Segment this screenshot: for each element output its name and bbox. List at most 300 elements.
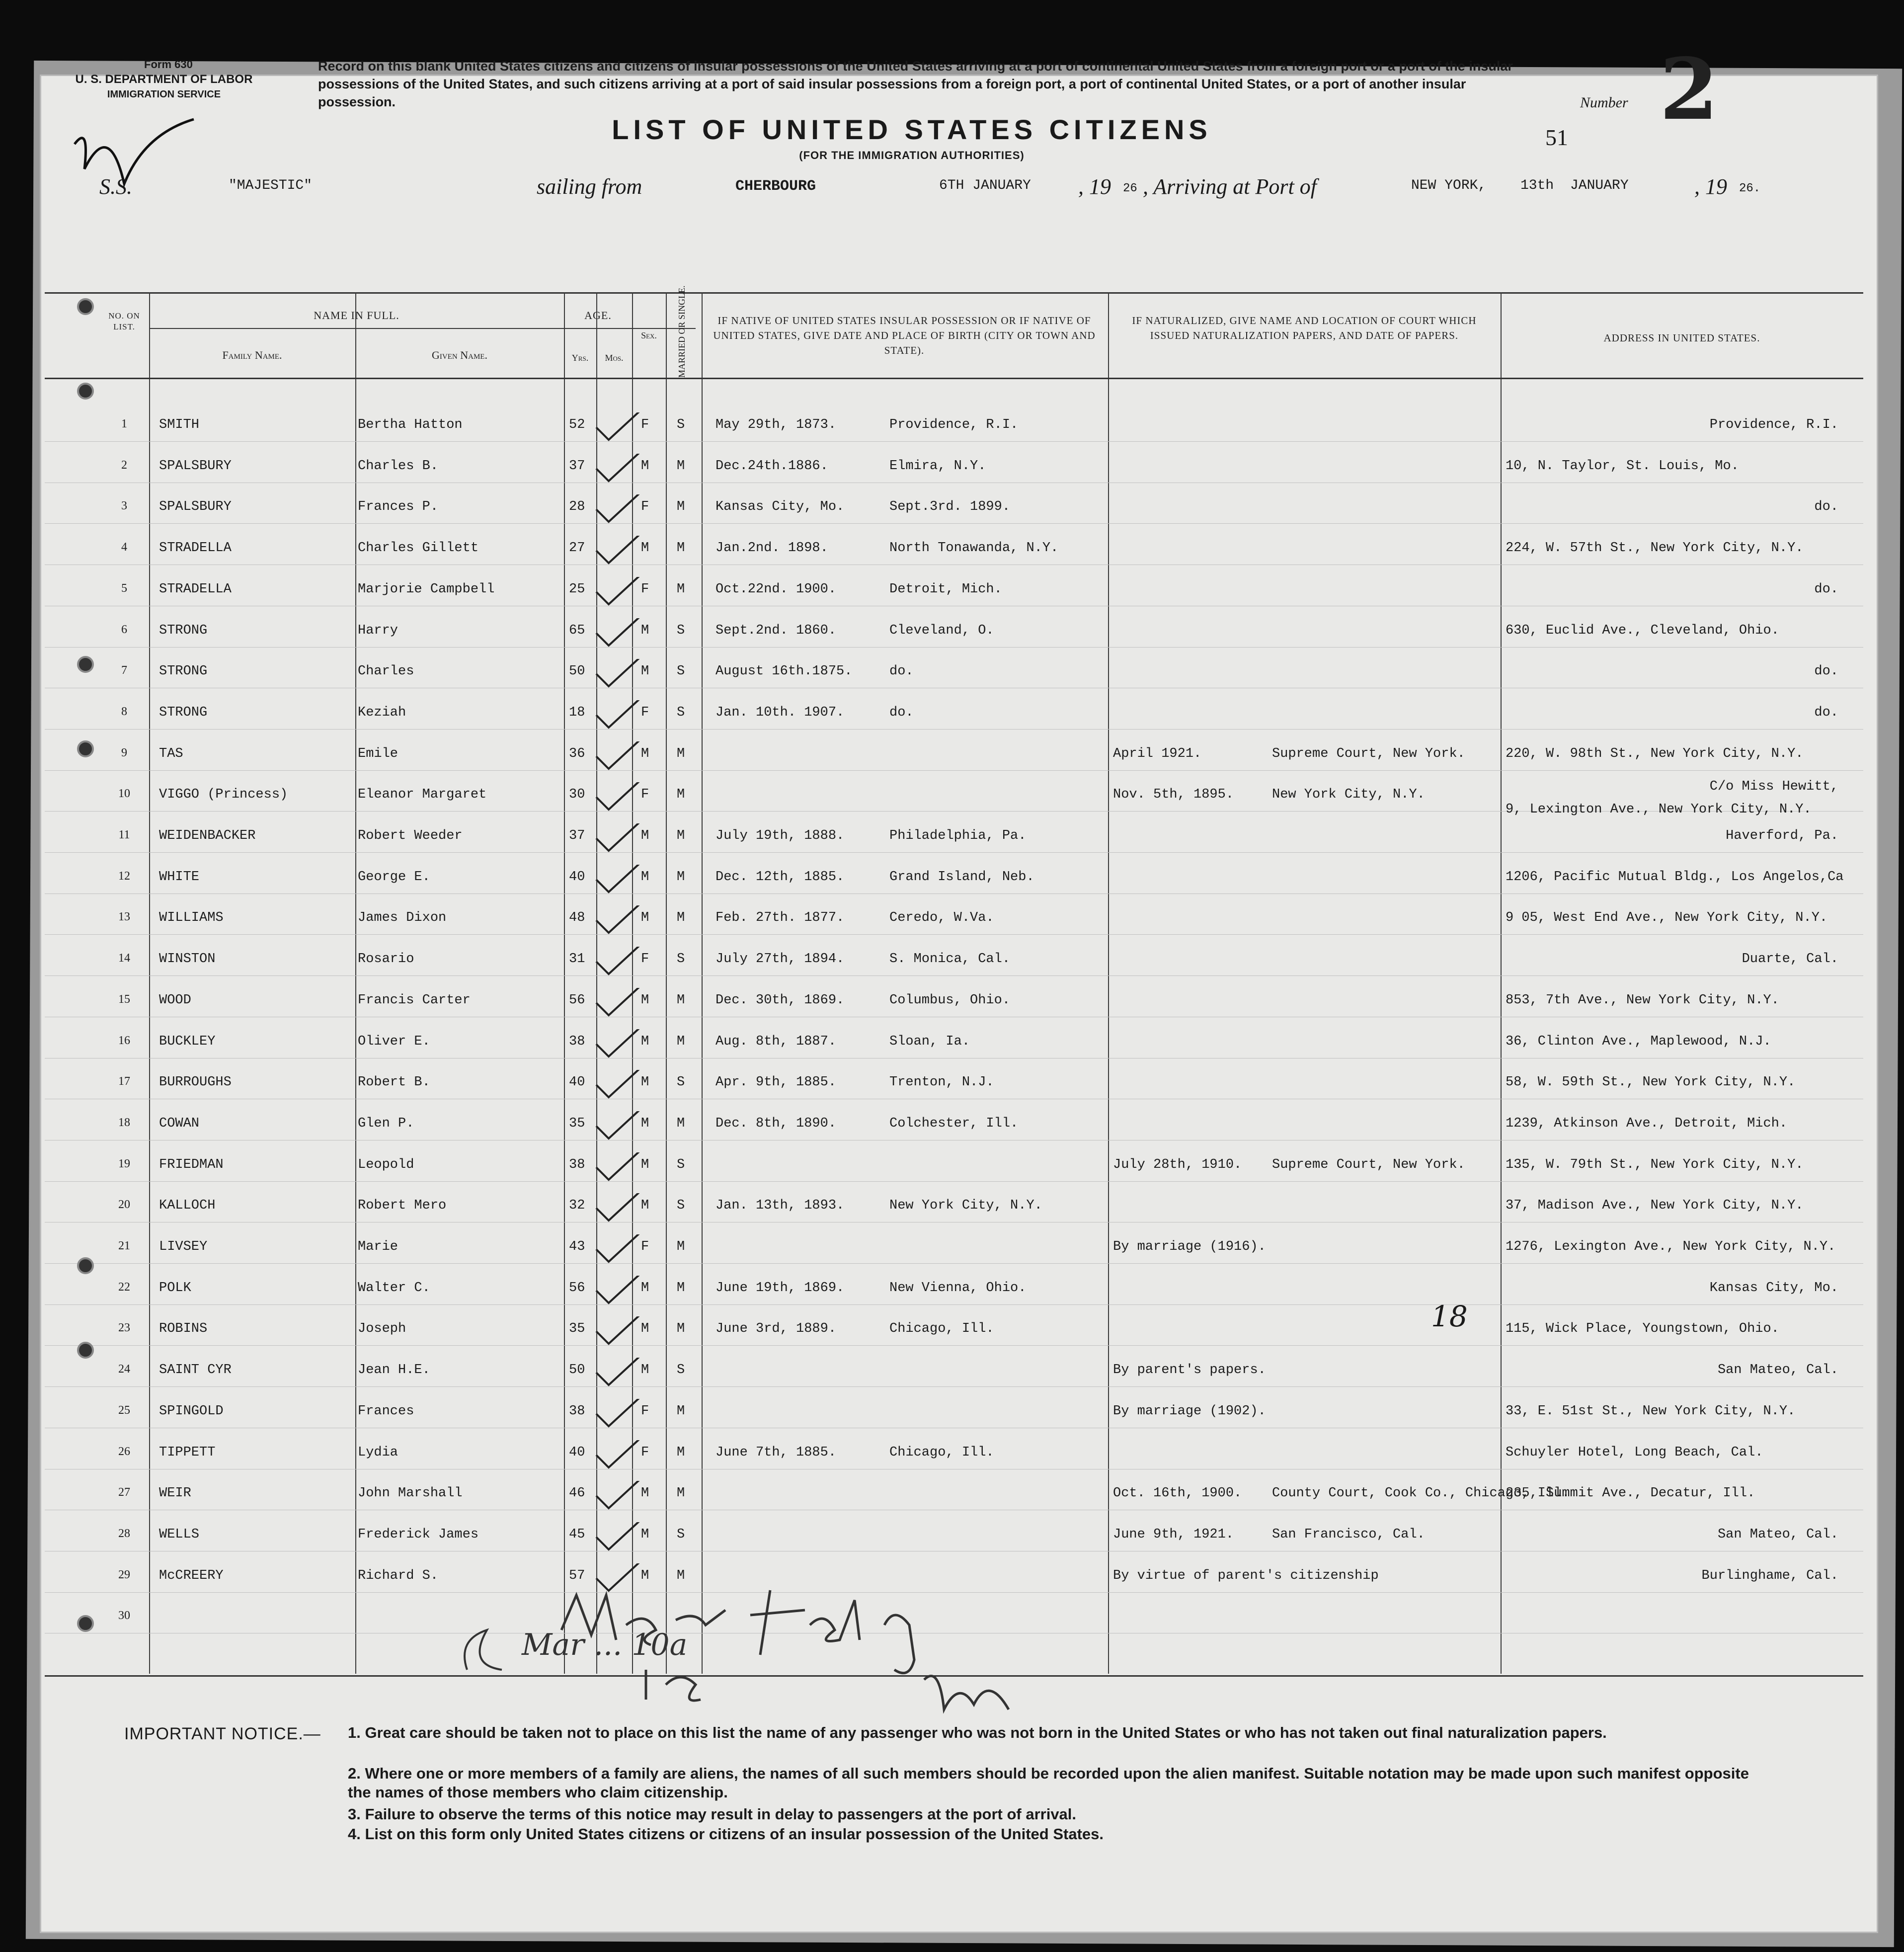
checkmark-icon — [594, 1234, 643, 1264]
row-bdate: Kansas City, Mo. — [715, 499, 845, 515]
column-divider — [564, 292, 565, 1674]
row-addr: 1276, Lexington Ave., New York City, N.Y. — [1506, 1239, 1836, 1254]
checkmark-icon — [594, 865, 643, 895]
row-no: 10 — [118, 787, 130, 801]
row-ms: S — [677, 664, 685, 679]
row-bdate: August 16th.1875. — [715, 664, 853, 679]
row-bplace: Detroit, Mich. — [889, 581, 1002, 597]
row-sex: M — [641, 1486, 649, 1501]
arrival-year: 26. — [1739, 182, 1761, 195]
row-sex: F — [641, 499, 649, 515]
row-ms: M — [677, 1321, 685, 1337]
row-ms: M — [677, 1403, 685, 1419]
row-sex: F — [641, 581, 649, 597]
row-given: Keziah — [358, 705, 406, 720]
col-header-family: Family Name. — [222, 349, 282, 361]
row-no: 28 — [118, 1527, 130, 1540]
row-addr: San Mateo, Cal. — [1717, 1363, 1838, 1378]
checkmark-icon — [594, 782, 643, 812]
row-sex: M — [641, 1034, 649, 1049]
row-addr: 37, Madison Ave., New York City, N.Y. — [1506, 1198, 1804, 1214]
checkmark-icon — [594, 1399, 643, 1429]
row-bplace: Chicago, Ill. — [889, 1445, 994, 1460]
row-given: Jean H.E. — [358, 1363, 430, 1378]
row-no: 17 — [118, 1075, 130, 1088]
row-given: Frederick James — [358, 1527, 479, 1542]
row-no: 20 — [118, 1198, 130, 1212]
row-ms: M — [677, 1239, 685, 1254]
row-ms: M — [677, 1280, 685, 1296]
row-ms: S — [677, 623, 685, 638]
row-no: 19 — [118, 1157, 130, 1170]
row-bplace: New Vienna, Ohio. — [889, 1280, 1027, 1296]
checkmark-icon — [594, 1358, 643, 1387]
row-ms: M — [677, 992, 685, 1008]
checkmark-icon — [594, 988, 643, 1018]
row-given: Walter C. — [358, 1280, 430, 1296]
row-sex: M — [641, 828, 649, 843]
row-bdate: May 29th, 1873. — [715, 417, 837, 432]
row-family: WEIDENBACKER — [159, 828, 256, 843]
row-nat: July 28th, 1910. — [1113, 1157, 1242, 1172]
row-rule — [45, 1181, 1863, 1182]
row-rule — [45, 852, 1863, 853]
row-rule — [45, 1345, 1863, 1346]
row-given: Charles — [358, 664, 414, 679]
checkmark-icon — [594, 741, 643, 771]
row-age: 65 — [569, 623, 585, 638]
binder-hole — [77, 656, 94, 673]
row-nat: By parent's papers. — [1113, 1363, 1266, 1378]
row-addr: Schuyler Hotel, Long Beach, Cal. — [1506, 1445, 1763, 1460]
row-sex: M — [641, 1363, 649, 1378]
column-divider — [1501, 292, 1502, 1674]
checkmark-icon — [594, 1193, 643, 1223]
checkmark-icon — [594, 1029, 643, 1059]
row-no: 22 — [118, 1280, 130, 1294]
row-given: Harry — [358, 623, 398, 638]
row-age: 40 — [569, 869, 585, 885]
row-age: 36 — [569, 746, 585, 761]
sheet-number: 51 — [1545, 125, 1568, 150]
checkmark-icon — [594, 618, 643, 648]
checkmark-icon — [594, 412, 643, 442]
row-sex: F — [641, 1403, 649, 1419]
notice-item-2: 2. Where one or more members of a family are aliens, the names of all such members should be recorded upon the alien manifest. Suitable notation may be made upon such manifest opposite the names of those members who claim citizenship. — [348, 1765, 1749, 1801]
row-given: Robert Mero — [358, 1198, 447, 1214]
row-rule — [45, 523, 1863, 524]
row-bplace: Sept.3rd. 1899. — [889, 499, 1011, 515]
svg-text:Mar ... 10a: Mar ... 10a — [522, 1627, 688, 1662]
sailing-label: sailing from — [537, 174, 642, 199]
row-sex: M — [641, 910, 649, 926]
arrival-day: 13th — [1520, 178, 1554, 193]
row-age: 38 — [569, 1157, 585, 1172]
row-no: 3 — [121, 499, 127, 513]
row-nat2: New York City, N.Y. — [1272, 787, 1425, 803]
row-given: Robert B. — [358, 1075, 430, 1090]
row-rule — [45, 934, 1863, 935]
row-sex: M — [641, 1157, 649, 1172]
row-rule — [45, 770, 1863, 771]
row-given: Oliver E. — [358, 1034, 430, 1049]
row-family: TIPPETT — [159, 1445, 216, 1460]
row-given: Frances P. — [358, 499, 439, 515]
row-age: 35 — [569, 1116, 585, 1131]
row-bdate: Dec.24th.1886. — [715, 458, 828, 474]
header-rule — [149, 328, 696, 329]
row-bplace: do. — [889, 705, 914, 720]
row-family: SPALSBURY — [159, 499, 232, 515]
row-given: Richard S. — [358, 1568, 439, 1583]
row-addr: Burlinghame, Cal. — [1701, 1568, 1838, 1583]
margin-note: 18 — [1431, 1300, 1468, 1333]
row-sex: F — [641, 952, 649, 967]
row-age: 50 — [569, 1363, 585, 1378]
notice-title: IMPORTANT NOTICE.— — [124, 1724, 321, 1743]
row-age: 30 — [569, 787, 585, 803]
row-bplace: Cleveland, O. — [889, 623, 994, 638]
header-bottom-rule — [45, 378, 1863, 379]
row-sex: M — [641, 1280, 649, 1296]
row-no: 1 — [121, 417, 127, 430]
row-age: 50 — [569, 664, 585, 679]
row-sex: F — [641, 787, 649, 803]
row-sex: M — [641, 1321, 649, 1337]
row-addr: 224, W. 57th St., New York City, N.Y. — [1506, 541, 1804, 556]
arrival-month: JANUARY — [1570, 178, 1629, 193]
row-bplace: Chicago, Ill. — [889, 1321, 994, 1337]
form-identifier — [40, 57, 288, 102]
row-addr: 1206, Pacific Mutual Bldg., Los Angelos,Ca — [1506, 869, 1844, 885]
row-nat: By marriage (1916). — [1113, 1239, 1266, 1254]
row-bplace: Providence, R.I. — [889, 417, 1019, 432]
row-given: John Marshall — [358, 1486, 463, 1501]
row-family: WOOD — [159, 992, 191, 1008]
row-bdate: Apr. 9th, 1885. — [715, 1075, 837, 1090]
col-header-address: ADDRESS IN UNITED STATES. — [1603, 332, 1760, 344]
notice-item-1: 1. Great care should be taken not to place on this list the name of any passenger who was not born in the United States or who has not taken out final naturalization papers. — [348, 1724, 1607, 1741]
checkmark-icon — [594, 905, 643, 935]
row-bdate: June 7th, 1885. — [715, 1445, 837, 1460]
checkmark-icon — [594, 454, 643, 484]
row-bdate: June 3rd, 1889. — [715, 1321, 837, 1337]
row-bdate: Oct.22nd. 1900. — [715, 581, 837, 597]
ss-label: S.S. — [99, 174, 132, 199]
row-family: POLK — [159, 1280, 191, 1296]
row-bdate: Jan.2nd. 1898. — [715, 541, 828, 556]
row-addr: do. — [1814, 581, 1838, 597]
row-family: STRADELLA — [159, 581, 232, 597]
row-bdate: Dec. 12th, 1885. — [715, 869, 845, 885]
col-header-given: Given Name. — [432, 349, 487, 361]
row-ms: M — [677, 1034, 685, 1049]
row-given: Lydia — [358, 1445, 398, 1460]
checkmark-icon — [594, 1316, 643, 1346]
row-addr: San Mateo, Cal. — [1717, 1527, 1838, 1542]
row-nat2: San Francisco, Cal. — [1272, 1527, 1425, 1542]
column-divider — [355, 292, 356, 1674]
checkmark-icon — [594, 536, 643, 566]
row-nat2: Supreme Court, New York. — [1272, 1157, 1465, 1172]
sailing-info — [99, 169, 1863, 214]
col-header-sex: Sex. — [641, 330, 657, 340]
checkmark-icon — [594, 1111, 643, 1141]
row-nat2: Supreme Court, New York. — [1272, 746, 1465, 761]
row-sex: M — [641, 1527, 649, 1542]
row-sex: M — [641, 1568, 649, 1583]
year-prefix-1: , 19 — [1078, 174, 1111, 199]
row-given: Eleanor Margaret — [358, 787, 487, 803]
arrival-port: NEW YORK, — [1411, 178, 1487, 193]
row-given: Frances — [358, 1403, 414, 1419]
row-addr: 235, Summit Ave., Decatur, Ill. — [1506, 1486, 1755, 1501]
row-addr: 115, Wick Place, Youngstown, Ohio. — [1506, 1321, 1779, 1337]
row-sex: F — [641, 1239, 649, 1254]
form-number: Form 630 — [144, 58, 193, 71]
col-header-name: NAME IN FULL. — [314, 309, 399, 322]
row-ms: M — [677, 787, 685, 803]
row-addr: Providence, R.I. — [1709, 417, 1838, 432]
row-addr: Duarte, Cal. — [1742, 952, 1838, 967]
row-family: STRONG — [159, 623, 208, 638]
row-bplace: Colchester, Ill. — [889, 1116, 1019, 1131]
notice-item-3: 3. Failure to observe the terms of this notice may result in delay to passengers at the port of arrival. — [348, 1805, 1077, 1823]
checkmark-icon — [594, 1276, 643, 1305]
row-age: 37 — [569, 828, 585, 843]
row-no: 30 — [118, 1609, 130, 1623]
departure-year: 26 — [1123, 182, 1137, 195]
row-given: Glen P. — [358, 1116, 414, 1131]
row-sex: M — [641, 869, 649, 885]
row-addr: 1239, Atkinson Ave., Detroit, Mich. — [1506, 1116, 1788, 1131]
row-addr: C/o Miss Hewitt, — [1709, 779, 1838, 795]
row-bdate: Dec. 30th, 1869. — [715, 992, 845, 1008]
row-no: 25 — [118, 1403, 130, 1417]
row-bdate: July 19th, 1888. — [715, 828, 845, 843]
checkmark-icon — [594, 494, 643, 524]
row-addr: Haverford, Pa. — [1726, 828, 1838, 843]
checkmark-icon — [594, 659, 643, 689]
binder-hole — [77, 383, 94, 400]
col-header-age: AGE. — [584, 309, 612, 322]
row-ms: S — [677, 952, 685, 967]
row-family: STRONG — [159, 705, 208, 720]
row-no: 8 — [121, 705, 127, 718]
row-bplace: Elmira, N.Y. — [889, 458, 986, 474]
binder-hole — [77, 1615, 94, 1632]
row-bplace: North Tonawanda, N.Y. — [889, 541, 1059, 556]
row-family: BURROUGHS — [159, 1075, 232, 1090]
row-given: Francis Carter — [358, 992, 471, 1008]
binder-hole — [77, 1257, 94, 1274]
row-age: 25 — [569, 581, 585, 597]
row-bplace: Trenton, N.J. — [889, 1075, 994, 1090]
row-sex: M — [641, 623, 649, 638]
row-given: Joseph — [358, 1321, 406, 1337]
row-nat: Nov. 5th, 1895. — [1113, 787, 1234, 803]
row-given: Leopold — [358, 1157, 414, 1172]
row-ms: S — [677, 1075, 685, 1090]
row-addr: Kansas City, Mo. — [1709, 1280, 1838, 1296]
row-no: 7 — [121, 664, 127, 677]
row-no: 12 — [118, 869, 130, 883]
row-sex: M — [641, 541, 649, 556]
row-no: 11 — [118, 828, 130, 841]
row-family: STRADELLA — [159, 541, 232, 556]
binder-hole — [77, 298, 94, 315]
row-given: Robert Weeder — [358, 828, 463, 843]
row-family: WELLS — [159, 1527, 200, 1542]
row-family: BUCKLEY — [159, 1034, 216, 1049]
row-no: 21 — [118, 1239, 130, 1252]
col-header-birth: IF NATIVE OF UNITED STATES INSULAR POSSESSION OR IF NATIVE OF UNITED STATES, GIVE DATE AND PLACE OF BIRTH (CITY OR TOWN AND STATE). — [713, 315, 1096, 356]
row-family: SMITH — [159, 417, 200, 432]
row-family: KALLOCH — [159, 1198, 216, 1214]
row-bplace: New York City, N.Y. — [889, 1198, 1042, 1214]
number-label: Number — [1580, 94, 1628, 111]
row-nat: April 1921. — [1113, 746, 1202, 761]
row-given: Marjorie Campbell — [358, 581, 495, 597]
row-given: Charles B. — [358, 458, 439, 474]
row-sex: M — [641, 1198, 649, 1214]
row-sex: F — [641, 705, 649, 720]
row-given: Marie — [358, 1239, 398, 1254]
row-addr: 33, E. 51st St., New York City, N.Y. — [1506, 1403, 1796, 1419]
row-no: 16 — [118, 1034, 130, 1047]
row-family: SAINT CYR — [159, 1363, 232, 1378]
row-addr: 10, N. Taylor, St. Louis, Mo. — [1506, 458, 1739, 474]
row-ms: M — [677, 1568, 685, 1583]
row-bplace: Philadelphia, Pa. — [889, 828, 1027, 843]
row-family: LIVSEY — [159, 1239, 208, 1254]
col-header-naturalized: IF NATURALIZED, GIVE NAME AND LOCATION OF COURT WHICH ISSUED NATURALIZATION PAPERS, AND DATE OF PAPERS. — [1132, 315, 1477, 341]
row-age: 40 — [569, 1075, 585, 1090]
row-sex: M — [641, 1075, 649, 1090]
row-ms: M — [677, 581, 685, 597]
row-age: 35 — [569, 1321, 585, 1337]
row-rule — [45, 1263, 1863, 1264]
row-ms: M — [677, 869, 685, 885]
row-addr: 135, W. 79th St., New York City, N.Y. — [1506, 1157, 1804, 1172]
row-sex: M — [641, 992, 649, 1008]
service-name: IMMIGRATION SERVICE — [107, 89, 221, 100]
row-rule — [45, 729, 1863, 730]
row-addr: 9 05, West End Ave., New York City, N.Y. — [1506, 910, 1828, 926]
row-family: WILLIAMS — [159, 910, 224, 926]
row-given: James Dixon — [358, 910, 447, 926]
checkmark-icon — [594, 823, 643, 853]
row-ms: M — [677, 1445, 685, 1460]
row-no: 14 — [118, 952, 130, 965]
row-given: Rosario — [358, 952, 414, 967]
row-bdate: Aug. 8th, 1887. — [715, 1034, 837, 1049]
row-ms: S — [677, 417, 685, 432]
row-bplace: do. — [889, 664, 914, 679]
row-family: WINSTON — [159, 952, 216, 967]
row-ms: M — [677, 499, 685, 515]
row-no: 4 — [121, 541, 127, 554]
row-ms: S — [677, 705, 685, 720]
departure-port: CHERBOURG — [735, 178, 816, 195]
row-rule — [45, 441, 1863, 442]
row-no: 26 — [118, 1445, 130, 1458]
row-bplace: Grand Island, Neb. — [889, 869, 1034, 885]
checkmark-icon — [594, 1481, 643, 1511]
row-sex: F — [641, 1445, 649, 1460]
column-divider — [1108, 292, 1109, 1674]
row-no: 9 — [121, 746, 127, 759]
row-no: 15 — [118, 992, 130, 1006]
row-nat: June 9th, 1921. — [1113, 1527, 1234, 1542]
row-bplace: Sloan, Ia. — [889, 1034, 970, 1049]
row-sex: M — [641, 1116, 649, 1131]
column-divider — [149, 292, 150, 1674]
column-divider — [666, 292, 667, 1674]
row-nat: By virtue of parent's citizenship — [1113, 1568, 1379, 1583]
row-no: 5 — [121, 581, 127, 595]
row-addr: 58, W. 59th St., New York City, N.Y. — [1506, 1075, 1796, 1090]
row-bplace: S. Monica, Cal. — [889, 952, 1011, 967]
row-no: 2 — [121, 458, 127, 472]
row-age: 57 — [569, 1568, 585, 1583]
row-no: 27 — [118, 1486, 130, 1499]
row-family: McCREERY — [159, 1568, 224, 1583]
row-ms: M — [677, 828, 685, 843]
row-bplace: Columbus, Ohio. — [889, 992, 1011, 1008]
row-age: 56 — [569, 992, 585, 1008]
row-age: 27 — [569, 541, 585, 556]
row-age: 52 — [569, 417, 585, 432]
row-rule — [45, 1386, 1863, 1387]
row-no: 24 — [118, 1363, 130, 1376]
row-addr: 220, W. 98th St., New York City, N.Y. — [1506, 746, 1804, 761]
col-header-married-single: MARRIED OR SINGLE. — [677, 285, 687, 378]
row-ms: S — [677, 1527, 685, 1542]
row-given: George E. — [358, 869, 430, 885]
checkmark-icon — [594, 577, 643, 607]
row-family: TAS — [159, 746, 183, 761]
row-age: 46 — [569, 1486, 585, 1501]
row-addr: do. — [1814, 664, 1838, 679]
checkmark-icon — [594, 1152, 643, 1182]
row-given: Charles Gillett — [358, 541, 479, 556]
row-family: ROBINS — [159, 1321, 208, 1337]
row-nat: Oct. 16th, 1900. — [1113, 1486, 1242, 1501]
row-given: Bertha Hatton — [358, 417, 463, 432]
column-divider — [702, 292, 703, 1674]
row-ms: M — [677, 910, 685, 926]
row-family: COWAN — [159, 1116, 200, 1131]
checkmark-icon — [594, 1522, 643, 1552]
row-bdate: Sept.2nd. 1860. — [715, 623, 837, 638]
row-age: 40 — [569, 1445, 585, 1460]
row-age: 28 — [569, 499, 585, 515]
row-nat2: County Court, Cook Co., Chicago, Ill. — [1272, 1486, 1570, 1501]
row-family: WHITE — [159, 869, 200, 885]
col-header-yrs: Yrs. — [571, 353, 589, 363]
row-age: 56 — [569, 1280, 585, 1296]
row-addr: do. — [1814, 705, 1838, 720]
row-sex: M — [641, 664, 649, 679]
checkmark-icon — [594, 947, 643, 976]
row-family: SPINGOLD — [159, 1403, 224, 1419]
year-prefix-2: , 19 — [1694, 174, 1727, 199]
row-rule — [45, 647, 1863, 648]
ship-name: "MAJESTIC" — [229, 178, 313, 193]
row-age: 18 — [569, 705, 585, 720]
department-name: U. S. DEPARTMENT OF LABOR — [75, 73, 253, 86]
